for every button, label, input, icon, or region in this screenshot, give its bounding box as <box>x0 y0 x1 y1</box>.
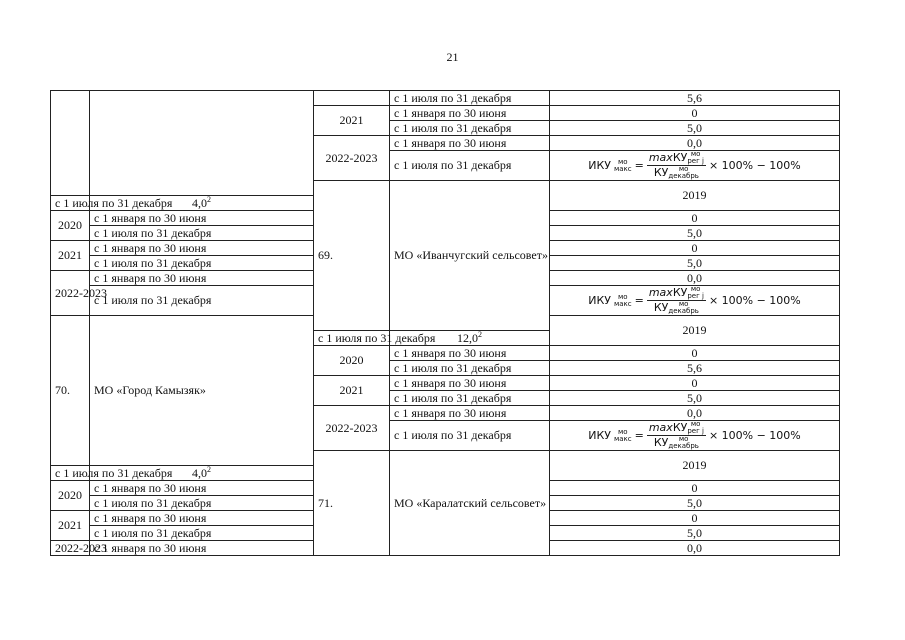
year-cell: 2021 <box>314 106 390 136</box>
period-cell: с 1 июля по 31 декабря <box>390 121 550 136</box>
value-cell: 0 <box>550 376 840 391</box>
year-cell: 2019 <box>550 181 840 211</box>
formula-cell <box>550 151 840 181</box>
year-cell: 2021 <box>51 241 90 271</box>
value-cell: 0 <box>550 511 840 526</box>
value-cell: 0,0 <box>550 136 840 151</box>
period-cell: с 1 июля по 31 декабря <box>90 496 314 511</box>
value-cell: 0,0 <box>550 541 840 556</box>
year-cell <box>314 91 390 106</box>
period-cell: с 1 июля по 31 декабря <box>390 91 550 106</box>
period-cell: с 1 января по 30 июня <box>390 136 550 151</box>
year-cell: 2020 <box>51 481 90 511</box>
tariff-table <box>50 90 840 556</box>
year-cell: 2020 <box>51 211 90 241</box>
period-cell: с 1 июля по 31 декабря <box>390 391 550 406</box>
year-cell: 2021 <box>314 376 390 406</box>
table-row <box>51 91 840 106</box>
value-cell: 0 <box>550 106 840 121</box>
period-cell: с 1 июля по 31 декабря <box>314 331 390 346</box>
value-cell: 5,0 <box>550 526 840 541</box>
value-cell: 5,6 <box>550 361 840 376</box>
value-cell: $4,0^2$ <box>90 466 314 481</box>
period-cell: с 1 января по 30 июня <box>90 481 314 496</box>
year-cell: 2022-2023 <box>314 406 390 451</box>
municipality-name: МО «Каралатский сельсовет» <box>390 451 550 556</box>
year-cell: 2019 <box>550 451 840 481</box>
row-number: 69. <box>314 181 390 331</box>
period-cell: с 1 января по 30 июня <box>90 271 314 286</box>
period-cell: с 1 июля по 31 декабря <box>90 256 314 271</box>
value-cell: 0 <box>550 211 840 226</box>
period-cell: с 1 июля по 31 декабря <box>51 466 90 481</box>
period-cell: с 1 января по 30 июня <box>390 346 550 361</box>
value-cell: 0 <box>550 481 840 496</box>
value-cell: 5,6 <box>550 91 840 106</box>
municipality-name: МО «Иванчугский сельсовет» <box>390 181 550 331</box>
formula: ИКУ мо макс = maxКУ мо рег j КУ мо декабрь × 100% − 100% <box>588 150 801 180</box>
formula-cell <box>550 286 840 316</box>
formula: ИКУ мо макс = maxКУ мо рег j КУ мо декабрь × 100% − 100% <box>588 285 801 315</box>
year-cell: 2022-2023 <box>314 136 390 181</box>
period-cell: с 1 июля по 31 декабря <box>390 421 550 451</box>
value-cell: 5,0 <box>550 496 840 511</box>
value-cell: 0,0 <box>550 406 840 421</box>
period-cell: с 1 июля по 31 декабря <box>90 226 314 241</box>
period-cell: с 1 июля по 31 декабря <box>51 196 90 211</box>
value-cell: 12,0$^2$ <box>390 331 550 346</box>
period-cell: с 1 января по 30 июня <box>90 511 314 526</box>
value-cell: 0,0 <box>550 271 840 286</box>
period-cell: с 1 января по 30 июня <box>390 376 550 391</box>
row-number: 71. <box>314 451 390 556</box>
period-cell: с 1 июля по 31 декабря <box>90 286 314 316</box>
period-cell: с 1 января по 30 июня <box>90 541 314 556</box>
number-cell <box>51 91 90 196</box>
value-cell: 0 <box>550 241 840 256</box>
row-number: 70. <box>51 316 90 466</box>
year-cell: 2021 <box>51 511 90 541</box>
value-cell: 5,0 <box>550 226 840 241</box>
year-cell: 2022-2023 <box>51 271 90 316</box>
value-cell: 5,0 <box>550 121 840 136</box>
year-cell: 2019 <box>550 316 840 346</box>
value-cell: $4,0^2$ <box>90 196 314 211</box>
year-cell: 2020 <box>314 346 390 376</box>
year-cell: 2022-2023 <box>51 541 90 556</box>
period-cell: с 1 января по 30 июня <box>390 406 550 421</box>
period-cell: с 1 июля по 31 декабря <box>390 151 550 181</box>
municipality-cell <box>90 91 314 196</box>
formula-cell <box>550 421 840 451</box>
period-cell: с 1 января по 30 июня <box>90 241 314 256</box>
formula: ИКУ мо макс = maxКУ мо рег j КУ мо декабрь × 100% − 100% <box>588 420 801 450</box>
period-cell: с 1 января по 30 июня <box>390 106 550 121</box>
page-number: 21 <box>446 50 459 64</box>
period-cell: с 1 января по 30 июня <box>90 211 314 226</box>
value-cell: 5,0 <box>550 391 840 406</box>
municipality-name: МО «Город Камызяк» <box>90 316 314 466</box>
value-cell: 5,0 <box>550 256 840 271</box>
value-cell: 0 <box>550 346 840 361</box>
period-cell: с 1 июля по 31 декабря <box>90 526 314 541</box>
period-cell: с 1 июля по 31 декабря <box>390 361 550 376</box>
